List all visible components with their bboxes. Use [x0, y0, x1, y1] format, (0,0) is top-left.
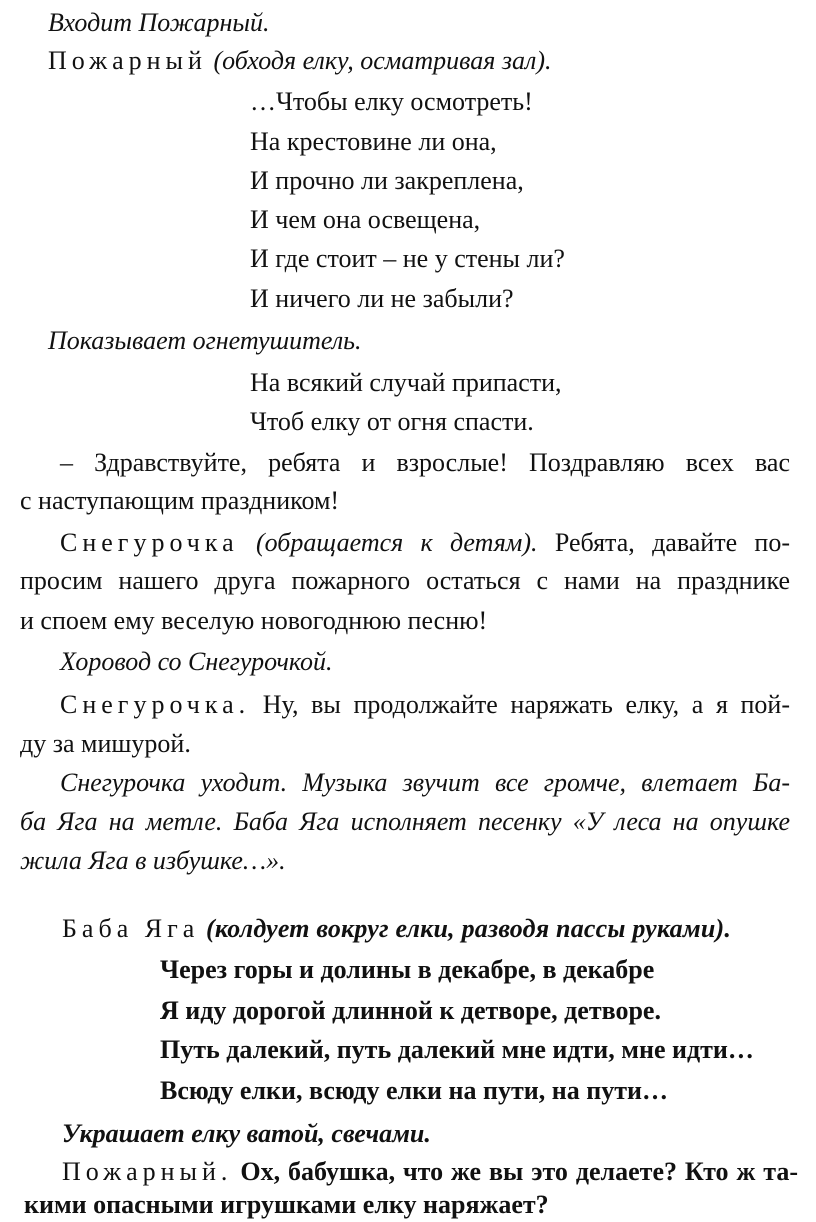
stage-direction-enter-fireman: Входит Пожарный.	[48, 8, 270, 37]
stage-direction-baba-yaga: ба Яга на метле. Баба Яга исполняет песенку «У леса на опушке	[20, 807, 790, 836]
speaker-remark: (обходя елку, осматривая зал).	[213, 46, 552, 75]
verse-line: Через горы и долины в декабре, в декабре	[160, 955, 655, 984]
prose-line: просим нашего друга пожарного остаться с нами на празднике	[20, 566, 790, 595]
stage-direction-baba-yaga: жила Яга в избушке…».	[20, 846, 286, 875]
prose-line: кими опасными игрушками елку наряжает?	[24, 1190, 549, 1219]
speaker-line-fireman-2	[62, 1157, 798, 1187]
verse-line: На всякий случай припасти,	[250, 368, 562, 397]
speaker-name: Снегурочка.	[60, 690, 251, 719]
speaker-remark: (обращается к детям).	[255, 528, 538, 557]
verse-line: Всюду елки, всюду елки на пути, на пути…	[160, 1076, 668, 1105]
speaker-name: Баба Яга	[62, 914, 200, 943]
stage-direction-decorates: Украшает елку ватой, свечами.	[62, 1119, 431, 1148]
stage-direction-extinguisher: Показывает огнетушитель.	[48, 326, 362, 355]
speech-text: Ох, бабушка, что же вы это делаете? Кто ж та-	[240, 1157, 799, 1186]
verse-line: И чем она освещена,	[250, 205, 481, 234]
verse-line: Чтоб елку от огня спасти.	[250, 407, 534, 436]
prose-line: и споем ему веселую новогоднюю песню!	[20, 606, 488, 635]
prose-line: с наступающим праздником!	[20, 486, 340, 515]
verse-line: Путь далекий, путь далекий мне идти, мне идти…	[160, 1035, 754, 1064]
speaker-name: Снегурочка	[60, 528, 239, 557]
verse-line: И ничего ли не забыли?	[250, 284, 514, 313]
stage-direction-round-dance: Хоровод со Снегурочкой.	[60, 647, 333, 676]
speaker-line-snegurochka-2	[60, 690, 790, 720]
verse-line: И прочно ли закреплена,	[250, 166, 524, 195]
verse-line: Я иду дорогой длинной к детворе, детворе.	[160, 996, 661, 1025]
speaker-remark: (колдует вокруг елки, разводя пассы руками).	[206, 914, 732, 943]
verse-line: На крестовине ли она,	[250, 127, 497, 156]
stage-direction-baba-yaga: Снегурочка уходит. Музыка звучит все громче, влетает Ба-	[60, 768, 790, 797]
speaker-line-snegurochka	[60, 528, 790, 558]
speaker-name: Пожарный.	[62, 1157, 233, 1186]
prose-line: – Здравствуйте, ребята и взрослые! Поздравляю всех вас	[60, 448, 790, 477]
prose-line: ду за мишурой.	[20, 729, 191, 758]
speech-text: Ребята, давайте по-	[554, 528, 790, 557]
speaker-name: Пожарный	[48, 46, 207, 75]
verse-line: …Чтобы елку осмотреть!	[250, 87, 533, 116]
speaker-line-fireman	[48, 46, 551, 76]
verse-line: И где стоит – не у стены ли?	[250, 244, 565, 273]
speech-text: Ну, вы продолжайте наряжать елку, а я пой-	[262, 690, 791, 719]
speaker-line-baba-yaga	[62, 914, 731, 944]
